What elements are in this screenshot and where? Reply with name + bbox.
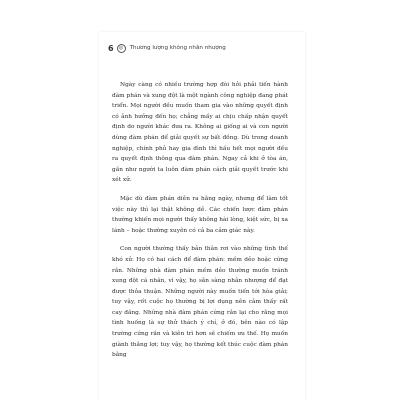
running-title: Thương lượng không nhân nhượng	[129, 45, 226, 51]
page-number: 6	[108, 43, 114, 53]
paragraph: Mặc dù đàm phán diễn ra hằng ngày, nhưng để làm tốt việc này thì lại thật không dễ. Các chiến lược đàm phán thường khiến mọi người thấy không hài lòng, kiệt sức, bị xa lánh – hoặc thường xuyên có cả ba cảm giác này.	[112, 195, 288, 234]
page-header	[108, 42, 299, 54]
book-page	[99, 32, 305, 400]
paragraph: Ngày càng có nhiều trường hợp đòi hỏi phải tiến hành đàm phán và xung đột là một ngành công nghiệp đang phát triển. Mọi người đều muốn tham gia vào những quyết định có ảnh hưởng đến họ; chẳng mấy ai chịu chấp nhận quyết định do người khác đưa ra. Không ai giống ai và con người dùng đàm phán để giải quyết sự bất đồng. Dù trong doanh nghiệp, chính phủ hay gia đình thì hầu hết mọi người đều ra quyết định thông qua đàm phán. Ngay cả khi ở tòa án, gần như người ta luôn đàm phán cách giải quyết trước khi xét xử.	[112, 82, 288, 184]
circle-ornament-icon: ◎	[117, 44, 126, 53]
page-body	[112, 80, 288, 369]
paragraph: Con người thường thấy bản thân rơi vào những tình thế khó xử. Họ có hai cách để đàm phán: mềm dẻo hoặc cứng rắn. Những nhà đàm phán mềm dẻo thường muốn tránh xung đột cá nhân, vì vậy, họ sẵn sàng nhân nhượng để đạt được thỏa thuận. Những người này muốn tiến tới hòa giải; tuy vậy, rốt cuộc họ thường bị lợi dụng nên cảm thấy rất cay đắng. Những nhà đàm phán cứng rắn lại cho rằng mọi tình huống là sự thử thách ý chí, ở đó, bên nào có lập trường cứng rắn và kiên trì hơn sẽ chiếm ưu thế. Họ muốn giành thắng lợi; tuy vậy, họ thường kết thúc cuộc đàm phán bằng	[112, 246, 288, 359]
